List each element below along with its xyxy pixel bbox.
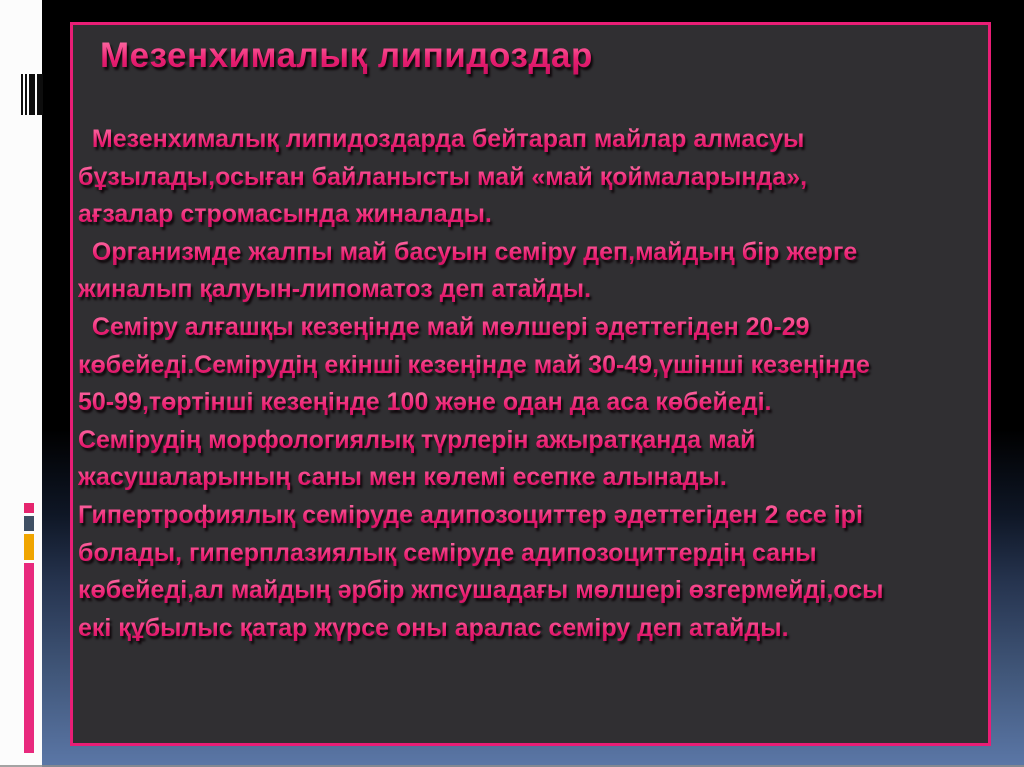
body-line: жиналып қалуын-липоматоз деп атайды. xyxy=(78,271,988,309)
barcode-icon xyxy=(21,74,43,115)
body-line: Организмде жалпы май басуын семіру деп,майдың бір жерге xyxy=(78,234,988,272)
body-line: көбейеді,ал майдың әрбір жпсушадағы мөлшері өзгермейді,осы xyxy=(78,572,988,610)
body-line: Мезенхималық липидоздарда бейтарап майлар алмасуы xyxy=(78,121,988,159)
left-margin-strip xyxy=(0,0,42,767)
accent-bar-pink-small xyxy=(24,503,34,513)
barcode-bar xyxy=(29,74,35,115)
barcode-bar xyxy=(21,74,23,115)
accent-bar-pink-tall xyxy=(24,563,34,753)
slide-title: Мезенхималық липидоздар xyxy=(100,33,988,79)
body-line: 50-99,төртінші кезеңінде 100 және одан да аса көбейеді. xyxy=(78,384,988,422)
slide-canvas xyxy=(70,22,991,746)
body-line: көбейеді.Семірудің екінші кезеңінде май 30-49,үшінші кезеңінде xyxy=(78,347,988,385)
barcode-bar xyxy=(37,74,43,115)
body-line: жасушаларының саны мен көлемі есепке алынады. xyxy=(78,459,988,497)
body-line: екі құбылыс қатар жүрсе оны аралас семіру деп атайды. xyxy=(78,610,988,648)
body-line: Гипертрофиялық семіруде адипозоциттер әдеттегіден 2 есе ірі xyxy=(78,497,988,535)
slide-body-text xyxy=(78,121,988,647)
body-line: болады, гиперплазиялық семіруде адипозоциттердің саны xyxy=(78,535,988,573)
accent-bar-slate xyxy=(24,516,34,531)
body-line: ағзалар стромасында жиналады. xyxy=(78,196,988,234)
body-line: бұзылады,осыған байланысты май «май қоймаларында», xyxy=(78,159,988,197)
body-line: Семіру алғашқы кезеңінде май мөлшері әдеттегіден 20-29 xyxy=(78,309,988,347)
accent-bar-orange xyxy=(24,534,34,560)
body-line: Семірудің морфологиялық түрлерін ажыратқанда май xyxy=(78,422,988,460)
barcode-bar xyxy=(25,74,27,115)
